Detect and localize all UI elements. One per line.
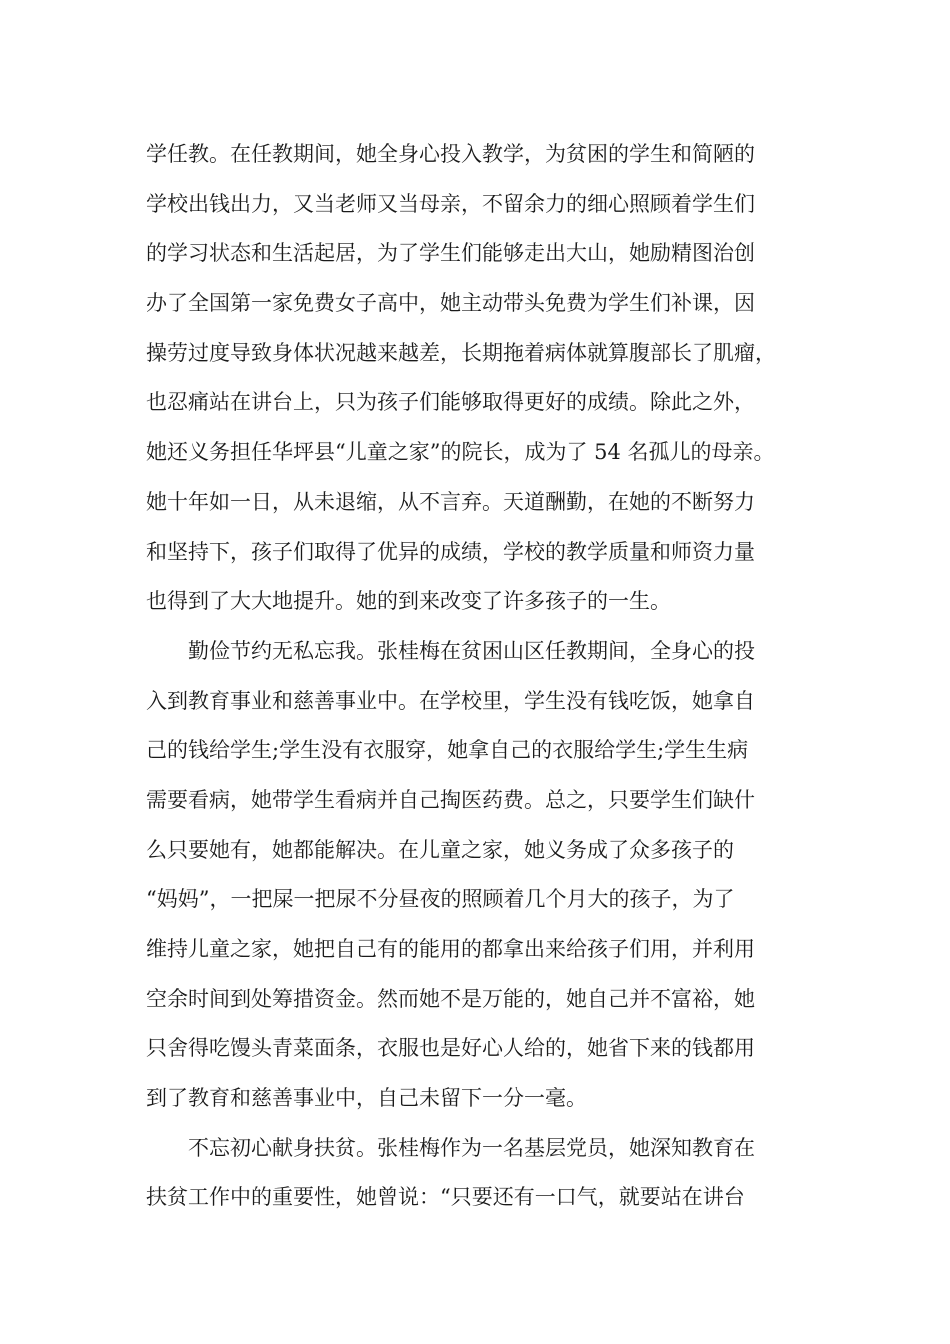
text-line: 入到教育事业和慈善事业中。在学校里，学生没有钱吃饭，她拿自	[146, 688, 755, 713]
text-line: 需要看病，她带学生看病并自己掏医药费。总之，只要学生们缺什	[146, 787, 755, 812]
text-line: 她还义务担任华坪县“儿童之家”的院长，成为了 54 名孤儿的母亲。	[146, 440, 775, 465]
text-line: 的学习状态和生活起居，为了学生们能够走出大山，她励精图治创	[146, 241, 755, 266]
text-line: 和坚持下，孩子们取得了优异的成绩，学校的教学质量和师资力量	[146, 539, 755, 564]
text-line: 学任教。在任教期间，她全身心投入教学，为贫困的学生和简陋的	[146, 142, 755, 166]
text-line: 维持儿童之家，她把自己有的能用的都拿出来给孩子们用，并利用	[146, 937, 755, 961]
body-text	[146, 130, 826, 1223]
text-line: 也得到了大大地提升。她的到来改变了许多孩子的一生。	[146, 589, 671, 614]
text-line: 扶贫工作中的重要性，她曾说：“只要还有一口气，就要站在讲台	[146, 1185, 745, 1210]
text-line: 学校出钱出力，又当老师又当母亲，不留余力的细心照顾着学生们	[146, 191, 755, 216]
paragraph-first-line: 不忘初心献身扶贫。张桂梅作为一名基层党员，她深知教育在	[188, 1135, 755, 1160]
text-line: 也忍痛站在讲台上，只为孩子们能够取得更好的成绩。除此之外，	[146, 390, 755, 415]
text-line: “妈妈”，一把屎一把尿不分昼夜的照顾着几个月大的孩子，为了	[146, 887, 735, 912]
text-line: 空余时间到处筹措资金。然而她不是万能的，她自己并不富裕，她	[146, 986, 755, 1011]
text-line: 只舍得吃馒头青菜面条，衣服也是好心人给的，她省下来的钱都用	[146, 1036, 755, 1061]
paragraph-first-line: 勤俭节约无私忘我。张桂梅在贫困山区任教期间，全身心的投	[188, 638, 755, 663]
text-line: 操劳过度导致身体状况越来越差，长期拖着病体就算腹部长了肌瘤，	[146, 340, 776, 365]
text-line: 办了全国第一家免费女子高中，她主动带头免费为学生们补课，因	[146, 291, 755, 316]
text-line: 她十年如一日，从未退缩，从不言弃。天道酬勤，在她的不断努力	[146, 489, 755, 514]
text-line: 己的钱给学生;学生没有衣服穿，她拿自己的衣服给学生;学生生病	[146, 738, 749, 763]
text-line: 么只要她有，她都能解决。在儿童之家，她义务成了众多孩子的	[146, 837, 734, 862]
text-line: 到了教育和慈善事业中，自己未留下一分一毫。	[146, 1086, 587, 1111]
